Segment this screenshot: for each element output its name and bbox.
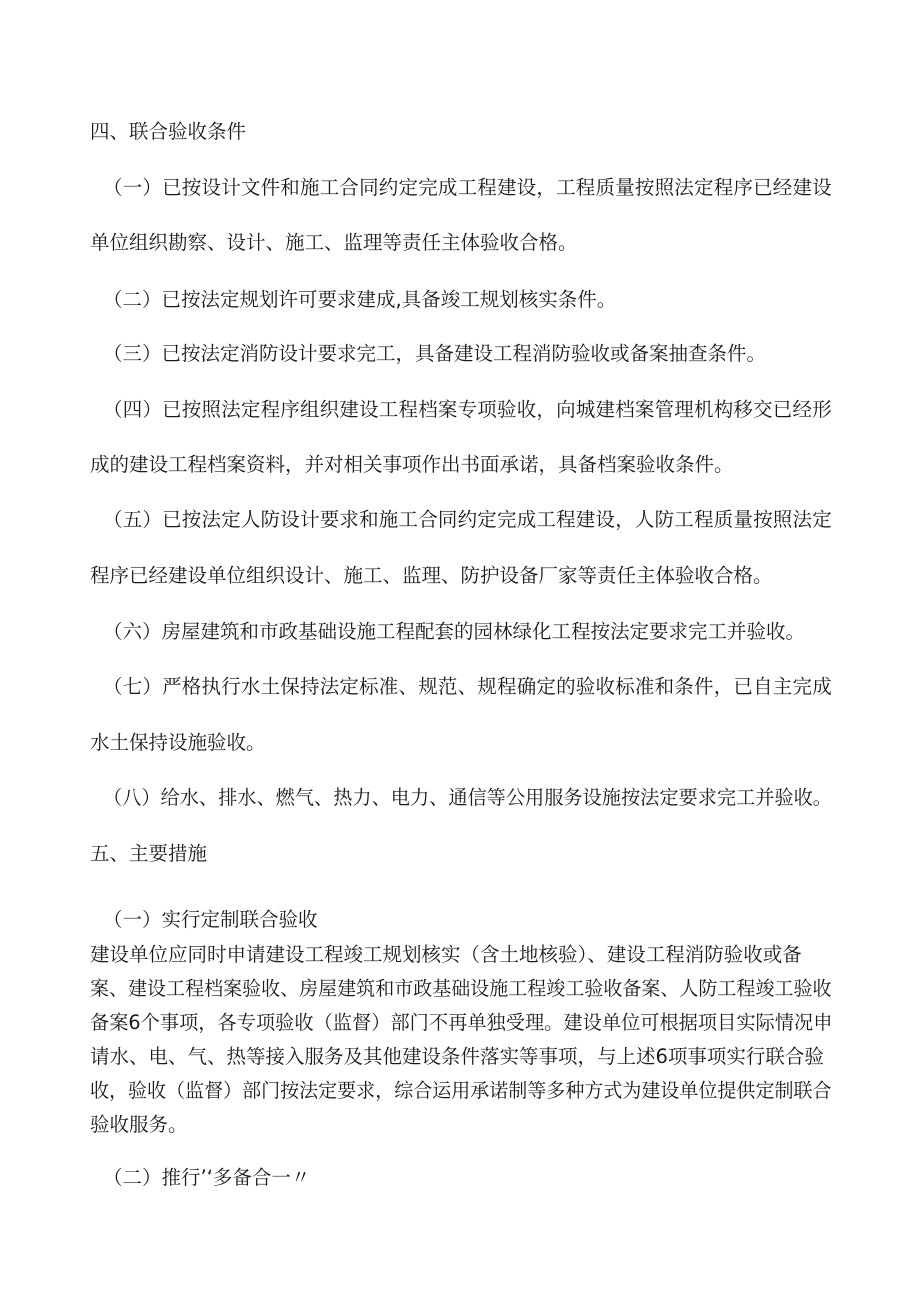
measure-1-para-line-4: 请水、电、气、热等接入服务及其他建设条件落实等事项，与上述6项事项实行联合验 [90,1045,824,1068]
measure-1-para-line-2: 案、建设工程档案验收、房屋建筑和市政基础设施工程竣工验收备案、人防工程竣工验收 [90,977,832,1000]
condition-3: （三）已按法定消防设计要求完工，具备建设工程消防验收或备案抽查条件。 [103,342,767,365]
measure-2-title: （二）推行’‘多备合一〃 [103,1166,311,1189]
condition-2: （二）已按法定规划许可要求建成,具备竣工规划核实条件。 [103,288,617,311]
section-heading-measures: 五、主要措施 [90,842,208,865]
section-heading-conditions: 四、联合验收条件 [90,120,247,143]
condition-1-line-2: 单位组织勘察、设计、施工、监理等责任主体验收合格。 [90,231,578,254]
measure-1-para-line-3: 备案6个事项，各专项验收（监督）部门不再单独受理。建设单位可根据项目实际情况申 [90,1011,833,1034]
condition-1-line-1: （一）已按设计文件和施工合同约定完成工程建设，工程质量按照法定程序已经建设 [103,176,832,199]
condition-5-line-2: 程序已经建设单位组织设计、施工、监理、防护设备厂家等责任主体验收合格。 [90,564,773,587]
measure-1-para-line-1: 建设单位应同时申请建设工程竣工规划核实（含土地核验）、建设工程消防验收或备 [90,943,802,966]
measure-1-para-line-6: 验收服务。 [90,1113,188,1136]
measure-1-para-line-5: 收，验收（监督）部门按法定要求，综合运用承诺制等多种方式为建设单位提供定制联合 [90,1079,832,1102]
condition-6: （六）房屋建筑和市政基础设施工程配套的园林绿化工程按法定要求完工并验收。 [103,620,806,643]
condition-4-line-1: （四）已按照法定程序组织建设工程档案专项验收，向城建档案管理机构移交已经形 [103,398,832,421]
condition-7-line-1: （七）严格执行水土保持法定标准、规范、规程确定的验收标准和条件，已自主完成 [103,675,832,698]
condition-5-line-1: （五）已按法定人防设计要求和施工合同约定完成工程建设，人防工程质量按照法定 [103,508,832,531]
condition-7-line-2: 水土保持设施验收。 [90,731,266,754]
condition-8: （八）给水、排水、燃气、热力、电力、通信等公用服务设施按法定要求完工并验收。 [103,786,833,809]
condition-4-line-2: 成的建设工程档案资料，并对相关事项作出书面承诺，具备档案验收条件。 [90,453,734,476]
measure-1-title: （一）实行定制联合验收 [103,908,318,931]
